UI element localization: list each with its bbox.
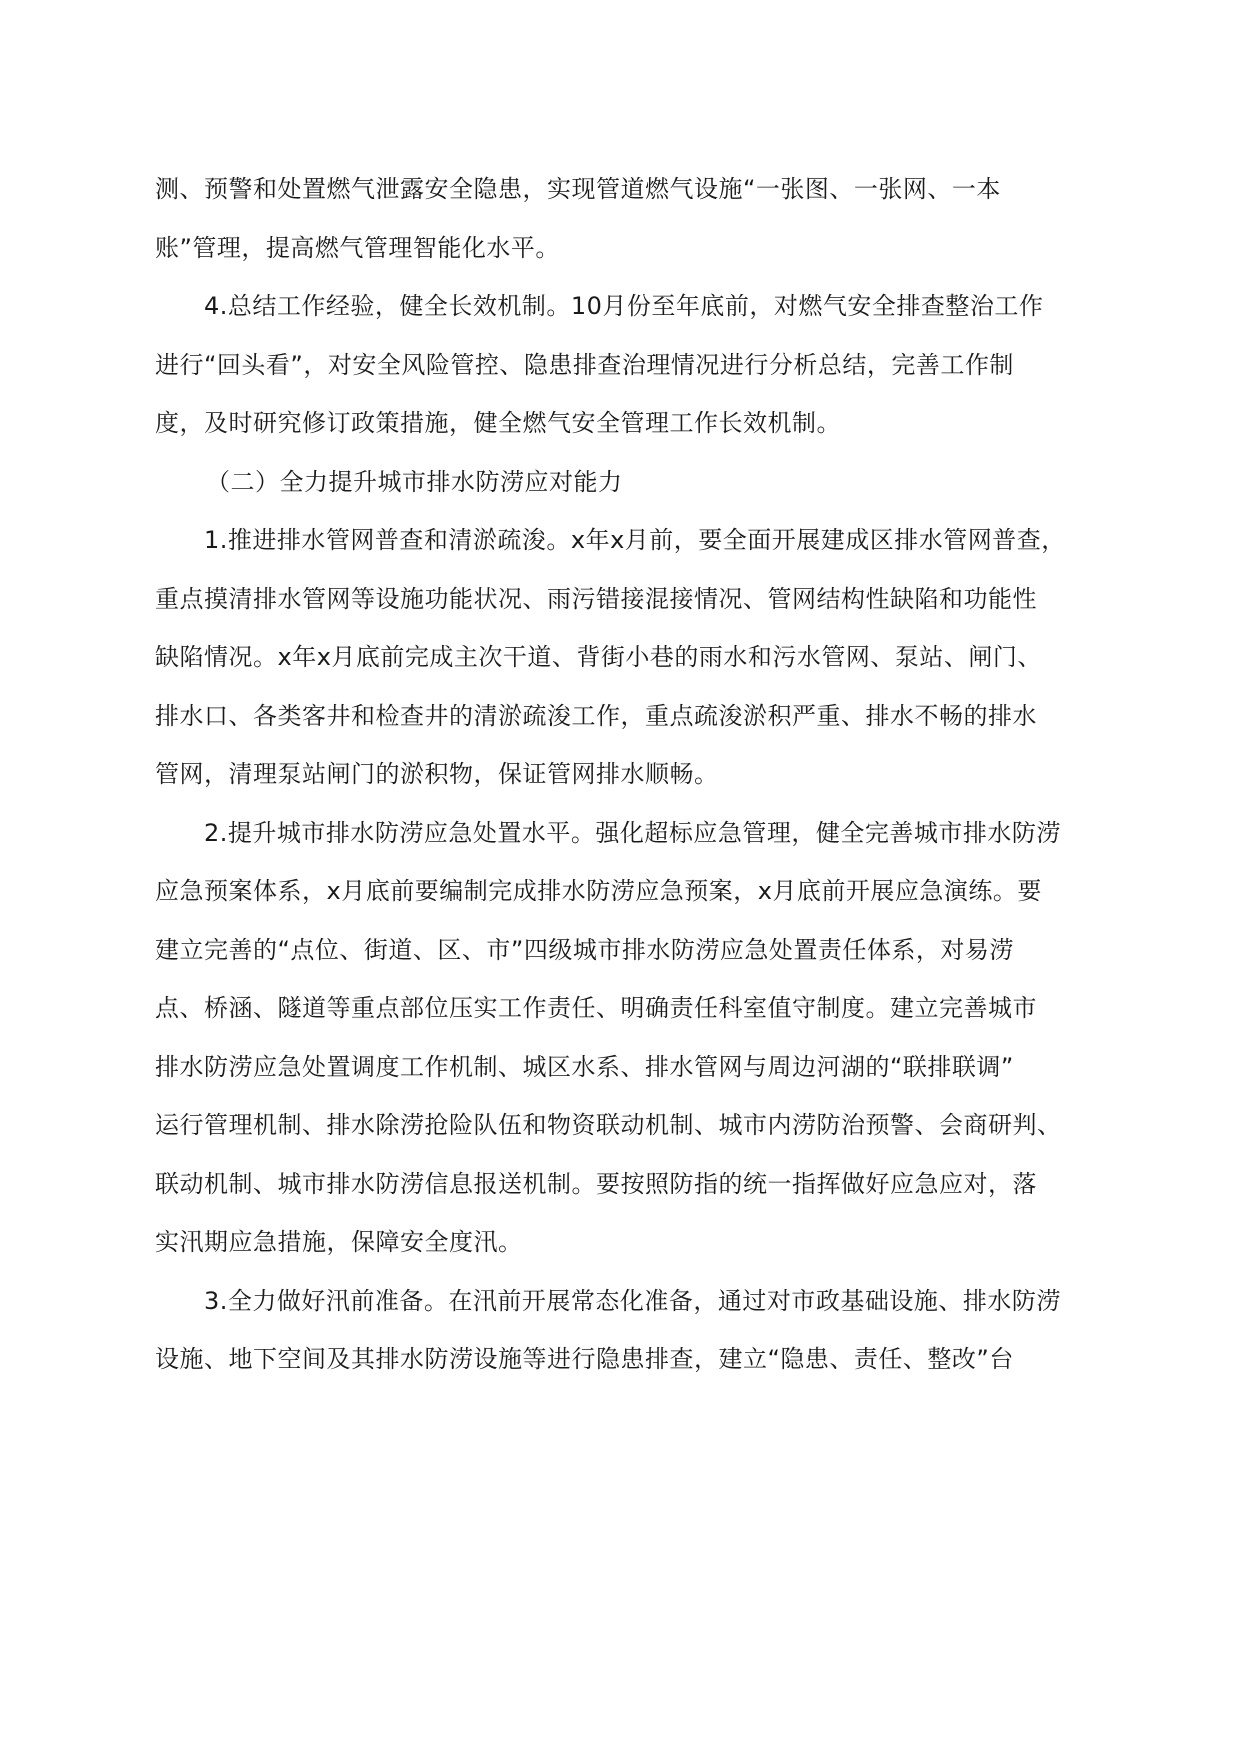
text-line: 点、桥涵、隧道等重点部位压实工作责任、明确责任科室值守制度。建立完善城市 (155, 994, 1037, 1022)
text-line: 度，及时研究修订政策措施，健全燃气安全管理工作长效机制。 (155, 409, 841, 437)
text-line: 运行管理机制、排水除涝抢险队伍和物资联动机制、城市内涝防治预警、会商研判、 (155, 1111, 1062, 1139)
text-line: 实汛期应急措施，保障安全度汛。 (155, 1228, 523, 1256)
paragraph-start-line: 4.总结工作经验，健全长效机制。10月份至年底前，对燃气安全排查整治工作 (204, 292, 1044, 320)
paragraph-start-line: 1.推进排水管网普查和清淤疏浚。x年x月前，要全面开展建成区排水管网普查， (204, 526, 1066, 554)
text-line: 缺陷情况。x年x月底前完成主次干道、背街小巷的雨水和污水管网、泵站、闸门、 (155, 643, 1042, 671)
text-line: 测、预警和处置燃气泄露安全隐患，实现管道燃气设施“一张图、一张网、一本 (155, 175, 1001, 203)
text-line: 重点摸清排水管网等设施功能状况、雨污错接混接情况、管网结构性缺陷和功能性 (155, 585, 1037, 613)
text-line: 应急预案体系，x月底前要编制完成排水防涝应急预案，x月底前开展应急演练。要 (155, 877, 1042, 905)
section-heading: （二）全力提升城市排水防涝应对能力 (206, 468, 623, 496)
paragraph-start-line: 3.全力做好汛前准备。在汛前开展常态化准备，通过对市政基础设施、排水防涝 (204, 1287, 1061, 1315)
text-line: 排水防涝应急处置调度工作机制、城区水系、排水管网与周边河湖的“联排联调” (155, 1053, 1014, 1081)
paragraph-start-line: 2.提升城市排水防涝应急处置水平。强化超标应急管理，健全完善城市排水防涝 (204, 819, 1061, 847)
text-line: 设施、地下空间及其排水防涝设施等进行隐患排查，建立“隐患、责任、整改”台 (155, 1345, 1014, 1373)
text-line: 管网，清理泵站闸门的淤积物，保证管网排水顺畅。 (155, 760, 719, 788)
text-line: 建立完善的“点位、街道、区、市”四级城市排水防涝应急处置责任体系，对易涝 (155, 936, 1014, 964)
text-line: 排水口、各类客井和检查井的清淤疏浚工作，重点疏浚淤积严重、排水不畅的排水 (155, 702, 1037, 730)
text-line: 进行“回头看”，对安全风险管控、隐患排查治理情况进行分析总结，完善工作制 (155, 351, 1014, 379)
text-line: 联动机制、城市排水防涝信息报送机制。要按照防指的统一指挥做好应急应对，落 (155, 1170, 1037, 1198)
text-line: 账”管理，提高燃气管理智能化水平。 (155, 234, 560, 262)
